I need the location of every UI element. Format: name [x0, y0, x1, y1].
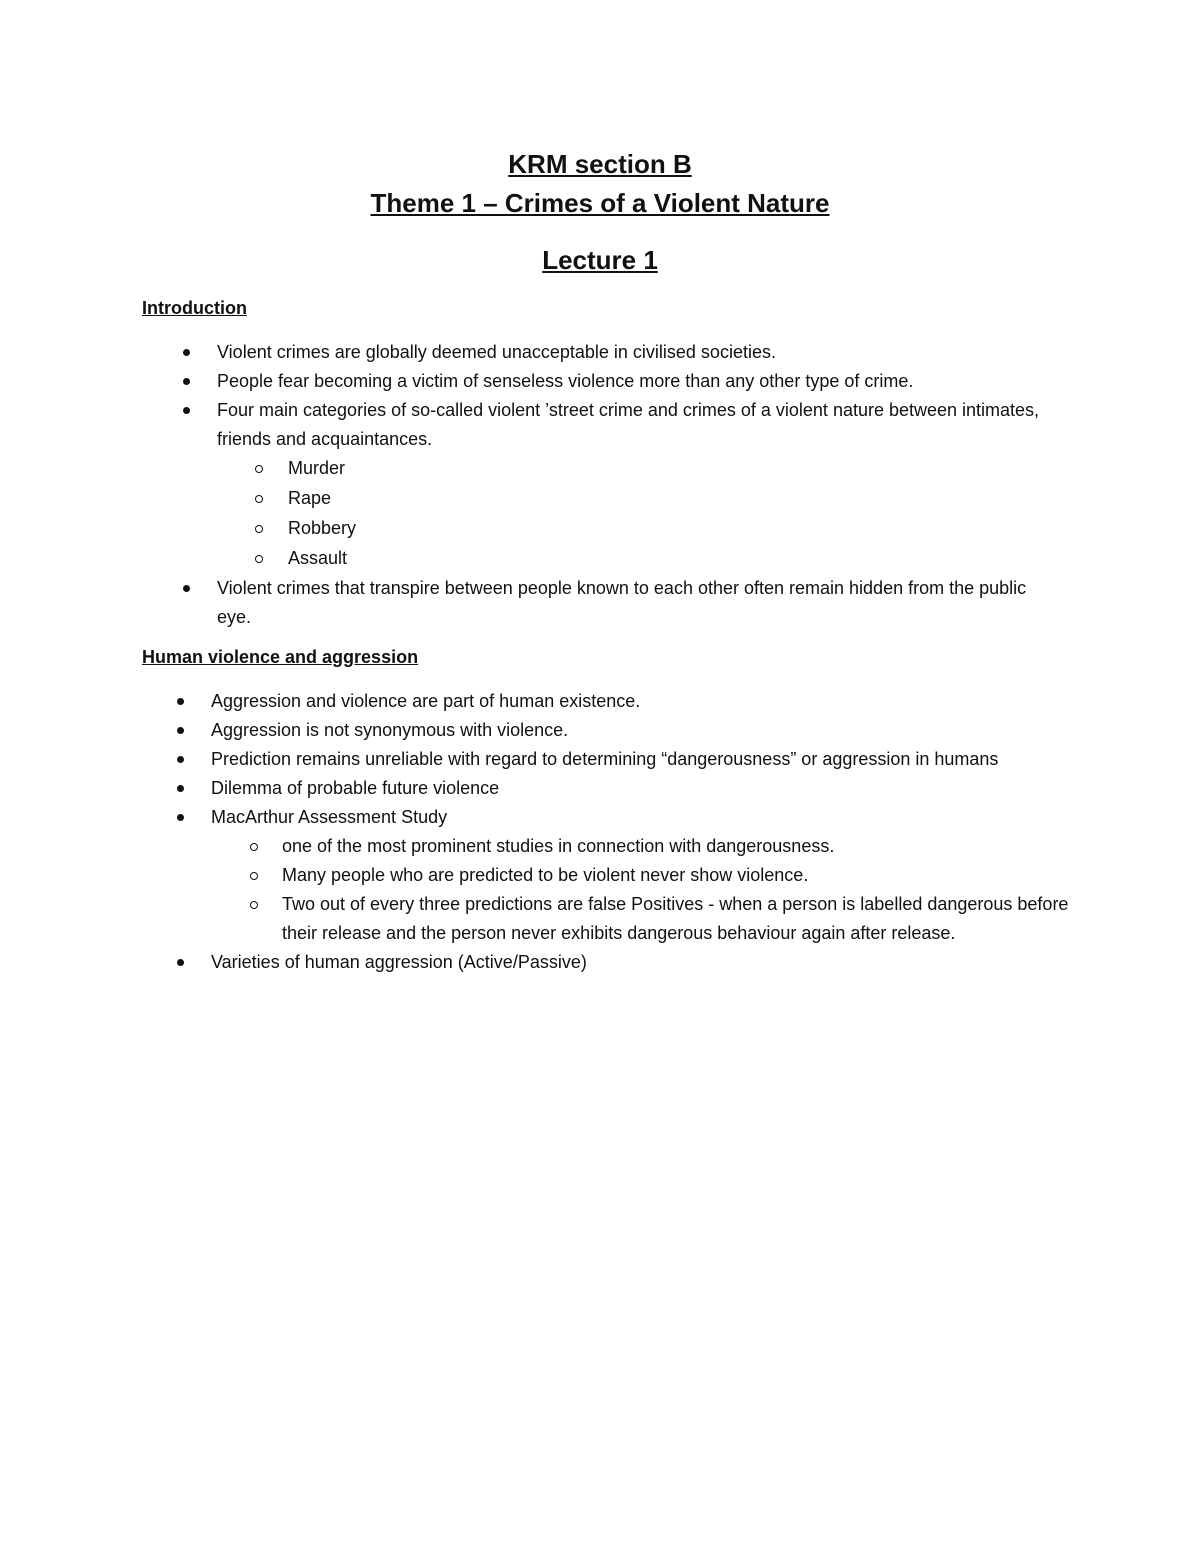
bullet-icon [177, 959, 184, 966]
list-item: Aggression and violence are part of human existence. [0, 687, 1200, 716]
sub-list-item: Assault [0, 544, 1200, 574]
bullet-icon [177, 785, 184, 792]
human-violence-list [0, 687, 1200, 977]
list-item: People fear becoming a victim of senseless violence more than any other type of crime. [0, 367, 1200, 396]
bullet-icon [177, 814, 184, 821]
document-subtitle: Theme 1 – Crimes of a Violent Nature [370, 188, 830, 218]
bullet-icon [183, 585, 190, 592]
sub-list-item: Robbery [0, 514, 1200, 544]
bullet-icon [177, 756, 184, 763]
bullet-icon [177, 727, 184, 734]
sub-list-item: one of the most prominent studies in connection with dangerousness. [0, 832, 1200, 861]
circle-bullet-icon [255, 525, 263, 533]
circle-bullet-icon [255, 495, 263, 503]
circle-bullet-icon [250, 843, 258, 851]
list-item: MacArthur Assessment Study [0, 803, 1200, 832]
bullet-icon [183, 407, 190, 414]
human-violence-heading: Human violence and aggression [142, 647, 419, 667]
sub-list-item: Murder [0, 454, 1200, 484]
introduction-heading: Introduction [142, 298, 247, 318]
circle-bullet-icon [255, 555, 263, 563]
circle-bullet-icon [250, 872, 258, 880]
list-item: Violent crimes that transpire between people known to each other often remain hidden from the public eye. [0, 574, 1200, 632]
circle-bullet-icon [255, 465, 263, 473]
list-item: Prediction remains unreliable with regard to determining “dangerousness” or aggression in humans [0, 745, 1200, 774]
sub-list-item: Many people who are predicted to be violent never show violence. [0, 861, 1200, 890]
bullet-icon [177, 698, 184, 705]
list-item: Aggression is not synonymous with violence. [0, 716, 1200, 745]
sub-list-item: Two out of every three predictions are false Positives - when a person is labelled dangerous before their release and the person never exhibits dangerous behaviour again after release. [0, 890, 1200, 948]
list-item: Four main categories of so-called violent ’street crime and crimes of a violent nature between intimates, friends and acquaintances. [0, 396, 1200, 454]
introduction-list [0, 338, 1200, 632]
bullet-icon [183, 349, 190, 356]
document-title: KRM section B [508, 149, 692, 179]
circle-bullet-icon [250, 901, 258, 909]
bullet-icon [183, 378, 190, 385]
list-item: Violent crimes are globally deemed unacceptable in civilised societies. [0, 338, 1200, 367]
list-item: Dilemma of probable future violence [0, 774, 1200, 803]
lecture-heading: Lecture 1 [542, 245, 658, 275]
sub-list-item: Rape [0, 484, 1200, 514]
list-item: Varieties of human aggression (Active/Passive) [0, 948, 1200, 977]
